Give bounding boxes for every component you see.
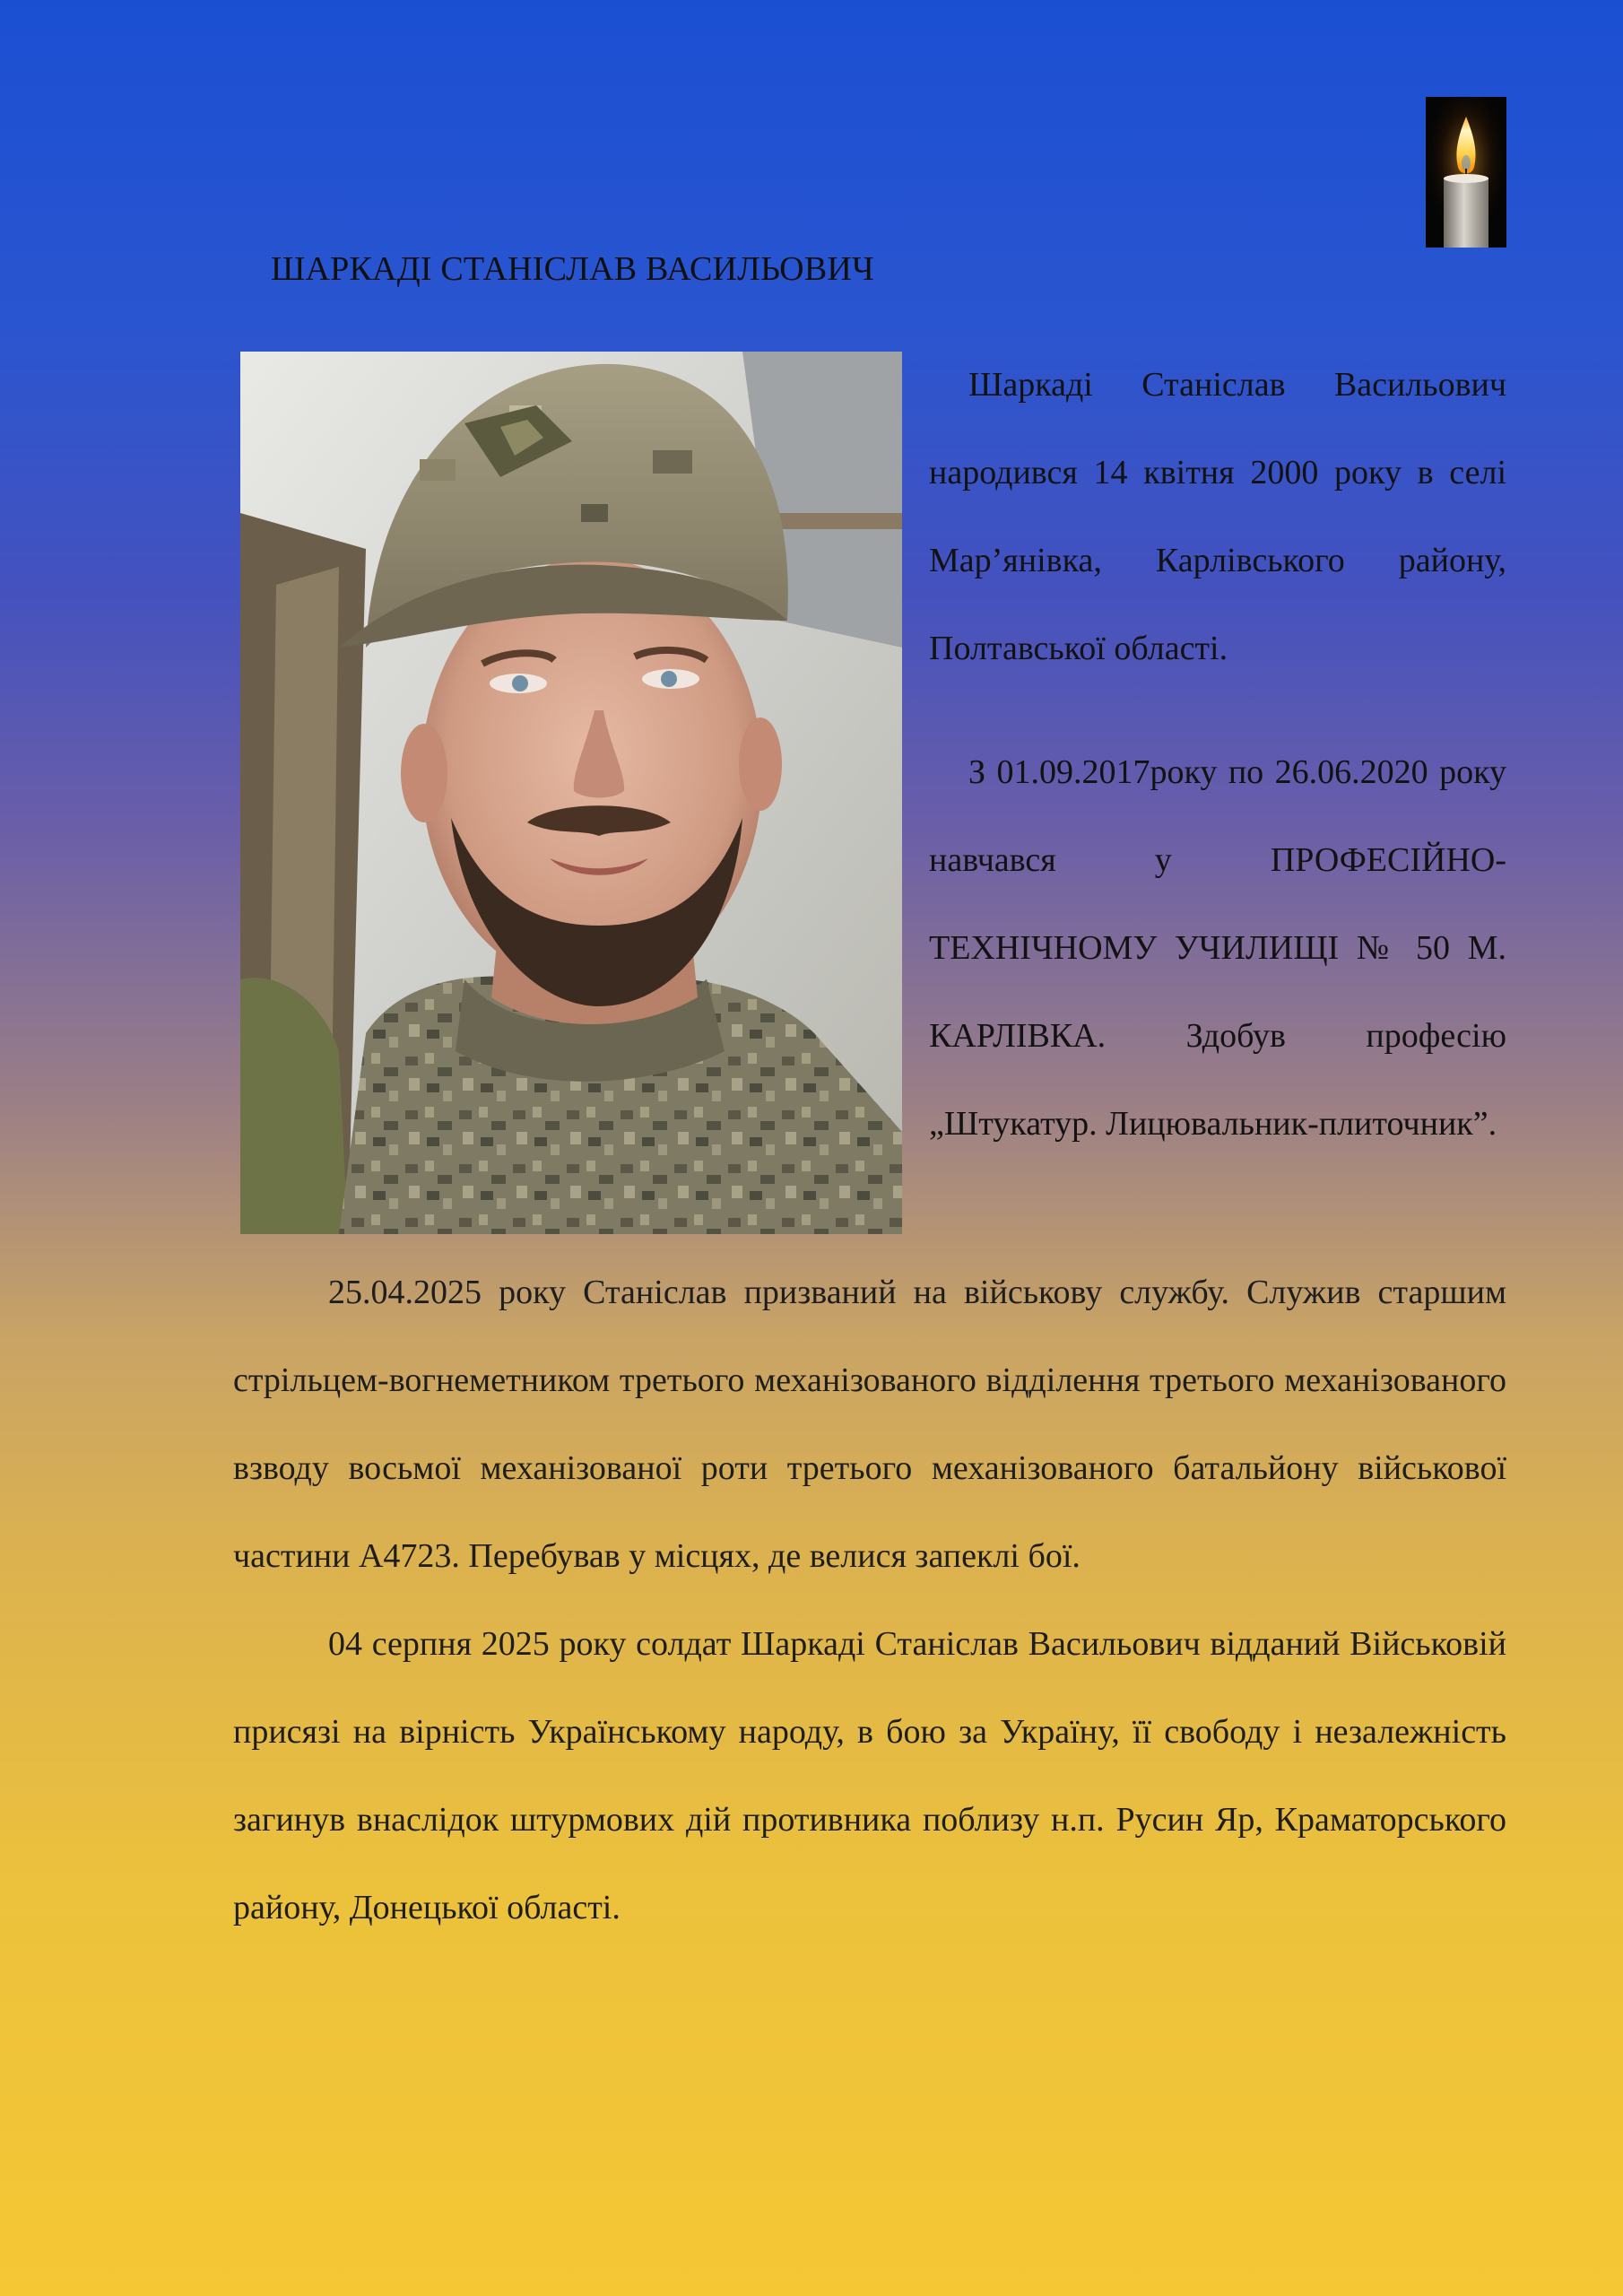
education-paragraph: З 01.09.2017року по 26.06.2020 року навчався у ПРОФЕСІЙНО-ТЕХНІЧНОМУ УЧИЛИЩІ № 50 М. КАРЛІВКА. Здобув професію „Штукатур. Лицювальник-плиточник”. bbox=[929, 753, 1506, 1143]
portrait-photo bbox=[240, 352, 902, 1234]
biography-body bbox=[233, 1248, 1506, 1952]
birth-paragraph: Шаркаді Станіслав Васильович народився 14 квітня 2000 року в селі Мар’янівка, Карлівського району, Полтавської області. bbox=[929, 366, 1506, 667]
death-paragraph: 04 серпня 2025 року солдат Шаркаді Станіслав Васильович відданий Військовій присязі на вірність Українському народу, в бою за Україну, її свободу і незалежність загинув внаслідок штурмових дій противника поблизу н.п. Русин Яр, Краматорського району, Донецької області. bbox=[233, 1625, 1506, 1926]
candle-icon bbox=[1426, 97, 1506, 248]
service-paragraph: 25.04.2025 року Станіслав призваний на військову службу. Служив старшим стрільцем-вогнеметником третього механізованого відділення третього механізованого взводу восьмої механізованої роти третього механізованого батальйону військової частини А4723. Перебував у місцях, де велися запеклі бої. bbox=[233, 1274, 1506, 1575]
page-title: ШАРКАДІ СТАНІСЛАВ ВАСИЛЬОВИЧ bbox=[271, 250, 874, 288]
biography-intro bbox=[929, 341, 1506, 1168]
